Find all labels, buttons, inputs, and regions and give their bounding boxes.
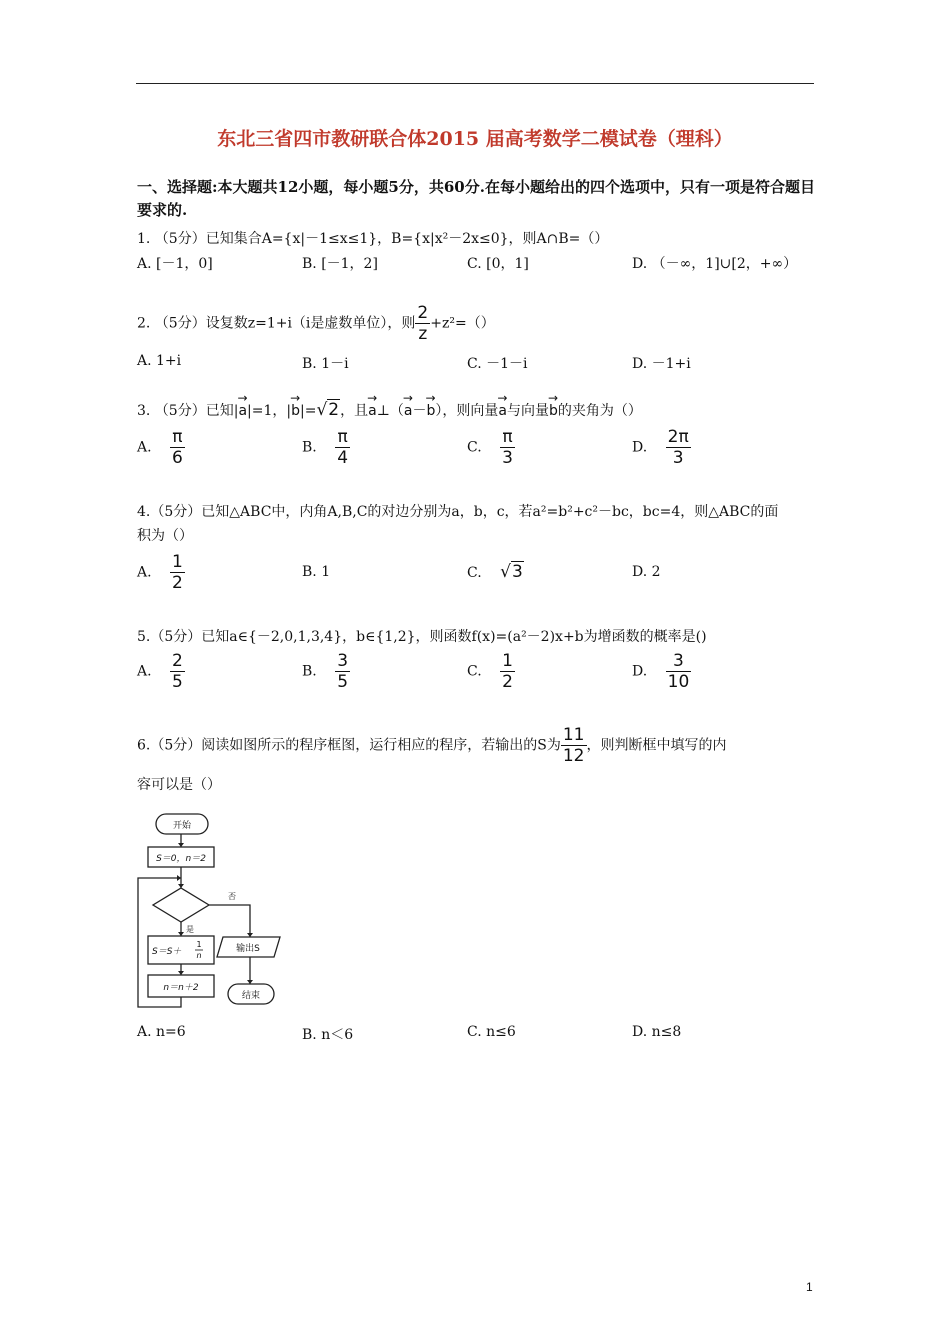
q6-frac-den: 12 [562, 746, 585, 766]
q3-c-fraction [500, 428, 515, 467]
q5-b-num: 3 [337, 651, 349, 671]
q3-b-den: 4 [337, 448, 349, 468]
q3-b-num: π [335, 428, 350, 448]
q2-option-d[interactable]: D. －1+i [632, 356, 691, 372]
flow-end-label: 结束 [241, 991, 261, 1001]
q6-text-post: ，则判断框中填写的内 [586, 737, 727, 754]
q3-seg-4: ，且 [340, 403, 369, 419]
q5-a-fraction [170, 652, 185, 691]
vector-a: → a [368, 403, 377, 419]
flow-decision-diamond [153, 888, 209, 922]
q5-b-den: 5 [337, 672, 349, 692]
program-flowchart [128, 810, 298, 1015]
flow-update-s-label: S＝S＋ [152, 947, 182, 957]
q5-c-label: C. [467, 663, 482, 680]
q2-option-a[interactable]: A. 1+i [137, 353, 182, 369]
q4-c-label: C. [467, 565, 482, 581]
q3-d-den: 3 [672, 448, 684, 468]
q3-a-num: π [170, 428, 185, 448]
q2-frac-den: z [418, 324, 428, 344]
q3-seg-6: － [412, 403, 427, 419]
q5-a-label: A. [137, 663, 152, 680]
q3-sqrt-value: 2 [328, 400, 340, 420]
q3-seg-8: 与向量 [506, 403, 549, 419]
q3-sqrt: √2 [316, 400, 340, 420]
q3-seg-7: ），则向量 [435, 403, 499, 419]
q5-option-a[interactable] [137, 652, 185, 691]
section-heading: 一、选择题:本大题共12小题，每小题5分，共60分.在每小题给出的四个选项中，只有一项是符合题目要求的. [137, 178, 815, 219]
q2-text-pre: 2. （5分）设复数z=1+i（i是虚数单位），则 [137, 315, 416, 332]
q2-option-c[interactable]: C. －1－i [467, 356, 528, 372]
q3-c-num: π [500, 428, 515, 448]
q3-seg-3: |= [300, 403, 317, 419]
q4-a-label: A. [137, 564, 152, 581]
q1-option-d[interactable]: D. （－∞，1]∪[2，+∞） [632, 256, 798, 272]
q5-a-num: 2 [172, 651, 183, 671]
q3-c-den: 3 [502, 448, 513, 468]
flow-update-n-label: n＝n＋2 [163, 983, 199, 993]
page-number: 1 [806, 1280, 813, 1294]
q3-option-c[interactable] [467, 428, 515, 467]
vector-b: → b [291, 403, 300, 419]
question-3-text [137, 400, 642, 420]
q2-text-post: +z²=（） [430, 315, 495, 332]
question-2-text [137, 304, 495, 343]
q5-b-fraction [335, 652, 350, 691]
question-1-text: 1. （5分）已知集合A={x|－1≤x≤1}，B={x|x²－2x≤0}，则A∩B=（） [137, 231, 609, 247]
vector-b: → b [426, 403, 435, 419]
flow-yes-label: 是 [186, 925, 194, 934]
q5-b-label: B. [302, 663, 317, 680]
q5-d-den: 10 [667, 672, 690, 692]
q3-a-fraction [170, 428, 185, 467]
q5-option-c[interactable] [467, 652, 515, 691]
q3-d-num: 2π [667, 427, 689, 447]
q2-frac-num: 2 [417, 303, 429, 323]
q3-seg-1: 3. （5分）已知| [137, 403, 239, 419]
q3-option-b[interactable] [302, 428, 350, 467]
q3-seg-2: |=1，| [247, 403, 292, 419]
flow-output-label: 输出S [236, 944, 260, 954]
q4-c-value: 3 [511, 562, 523, 582]
q4-a-den: 2 [172, 573, 183, 593]
q3-c-label: C. [467, 439, 482, 456]
q6-text-pre: 6.（5分）阅读如图所示的程序框图，运行相应的程序，若输出的S为 [137, 737, 561, 754]
q3-d-fraction [666, 428, 691, 467]
q2-fraction [415, 304, 430, 343]
q1-option-a[interactable]: A. [－1，0] [137, 256, 213, 272]
q6-fraction [561, 726, 587, 765]
q6-option-c[interactable]: C. n≤6 [467, 1024, 516, 1040]
flow-start-label: 开始 [172, 821, 192, 831]
q4-c-sqrt: √3 [500, 562, 523, 582]
question-6-line-2: 容可以是（） [137, 777, 221, 793]
q3-d-label: D. [632, 439, 648, 456]
q5-option-d[interactable] [632, 652, 691, 691]
q1-option-c[interactable]: C. [0，1] [467, 256, 529, 272]
flow-init-label: S＝0，n＝2 [156, 854, 206, 864]
q6-option-b[interactable]: B. n＜6 [302, 1027, 354, 1043]
q5-a-den: 5 [172, 672, 183, 692]
flow-no-label: 否 [228, 892, 236, 901]
flow-frac-den: n [196, 951, 202, 960]
question-6-line-1 [137, 726, 727, 765]
q1-option-b[interactable]: B. [－1，2] [302, 256, 378, 272]
q5-d-num: 3 [666, 652, 692, 672]
vector-b: → b [549, 403, 558, 419]
q4-option-a[interactable] [137, 553, 185, 592]
q3-option-a[interactable] [137, 428, 185, 467]
page-title: 东北三省四市教研联合体2015 届高考数学二模试卷（理科） [217, 128, 733, 150]
q6-frac-num: 11 [562, 725, 585, 745]
q3-seg-5: ⊥（ [376, 403, 404, 419]
flow-frac-num: 1 [196, 940, 202, 949]
q3-seg-9: 的夹角为（） [557, 403, 642, 419]
q4-a-num: 1 [172, 552, 183, 572]
q3-a-label: A. [137, 439, 152, 456]
q5-c-num: 1 [502, 651, 513, 671]
q2-option-b[interactable]: B. 1－i [302, 356, 349, 372]
question-4-line-1: 4.（5分）已知△ABC中，内角A,B,C的对边分别为a，b，c，若a²=b²+c²－bc，bc=4，则△ABC的面 [137, 504, 779, 520]
q5-option-b[interactable] [302, 652, 350, 691]
q4-option-d[interactable]: D. 2 [632, 564, 661, 580]
q3-option-d[interactable] [632, 428, 691, 467]
q5-d-label: D. [632, 663, 648, 680]
q5-c-den: 2 [502, 672, 513, 692]
vector-a: → a [498, 403, 507, 419]
question-4-line-2: 积为（） [137, 528, 193, 544]
q4-a-fraction [170, 553, 185, 592]
question-5-text: 5.（5分）已知a∈{－2,0,1,3,4}，b∈{1,2}，则函数f(x)=(a²－2)x+b为增函数的概率是() [137, 629, 707, 645]
vector-a: → a [404, 403, 413, 419]
q3-a-den: 6 [172, 448, 183, 468]
q3-b-fraction [335, 428, 350, 467]
q5-c-fraction [500, 652, 515, 691]
q3-b-label: B. [302, 439, 317, 456]
vector-a: → a [238, 403, 247, 419]
q4-option-c[interactable] [467, 562, 524, 582]
header-rule [136, 83, 814, 84]
q4-option-b[interactable]: B. 1 [302, 564, 331, 580]
q6-option-d[interactable]: D. n≤8 [632, 1024, 682, 1040]
q6-option-a[interactable]: A. n=6 [137, 1024, 186, 1040]
q5-d-fraction [666, 652, 692, 691]
